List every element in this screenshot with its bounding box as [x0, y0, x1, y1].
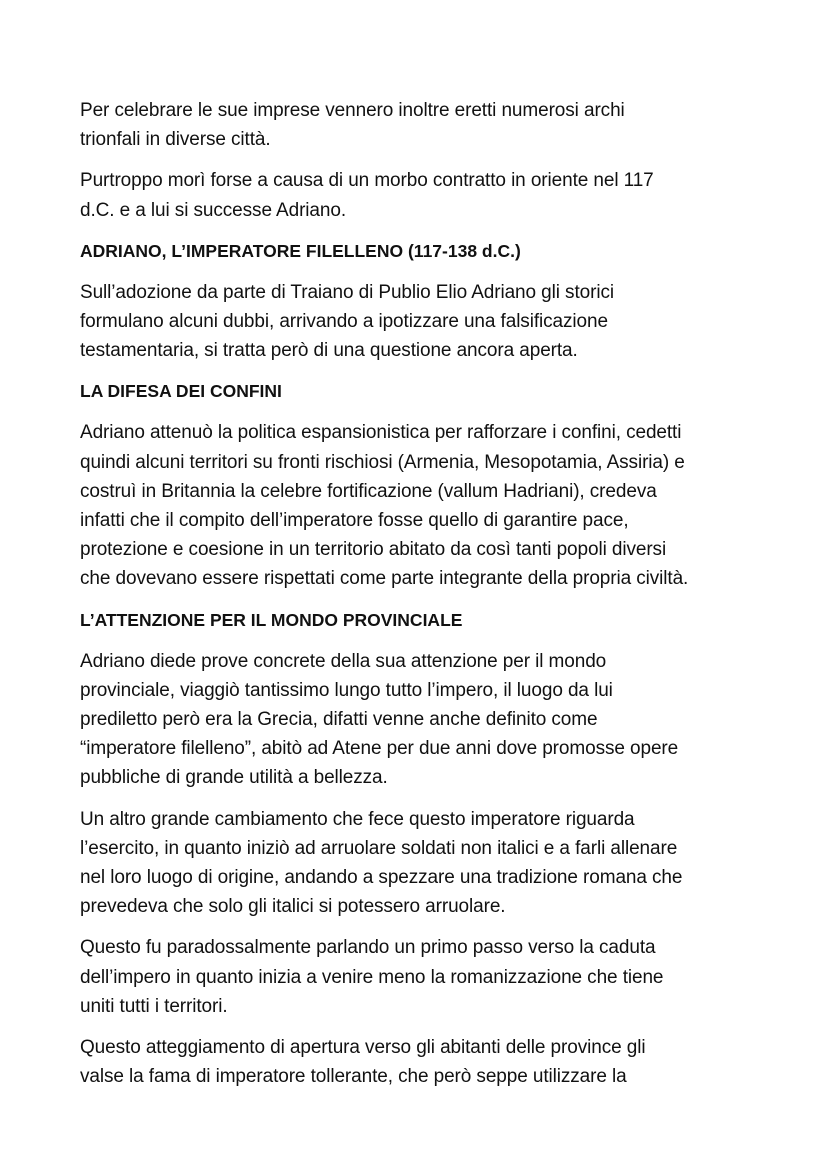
- heading-difesa-confini: LA DIFESA DEI CONFINI: [80, 381, 282, 402]
- paragraph-archi-trionfali: Per celebrare le sue imprese vennero inoltre eretti numerosi archi trionfali in diverse città.: [80, 100, 625, 151]
- paragraph-viaggi: Adriano diede prove concrete della sua attenzione per il mondo provinciale, viaggiò tantissimo lungo tutto l’impero, il luogo da lui prediletto però era la Grecia, difatti venne anche definito come “imperatore filelleno”, abitò ad Atene per due anni dove promosse opere pubbliche di grande utilità a bellezza.: [80, 650, 679, 789]
- paragraph-morte-traiano: Purtroppo morì forse a causa di un morbo contratto in oriente nel 117 d.C. e a lui si successe Adriano.: [80, 170, 654, 221]
- paragraph-esercito: Un altro grande cambiamento che fece questo imperatore riguarda l’esercito, in quanto iniziò ad arruolare soldati non italici e a farli allenare nel loro luogo di origine, andando a spezzare una tradizione romana che prevedeva che solo gli italici si potessero arruolare.: [80, 808, 683, 918]
- paragraph-adozione: Sull’adozione da parte di Traiano di Publio Elio Adriano gli storici formulano alcuni dubbi, arrivando a ipotizzare una falsificazione testamentaria, si tratta però di una questione ancora aperta.: [80, 281, 614, 362]
- paragraph-tolleranza: Questo atteggiamento di apertura verso gli abitanti delle province gli valse la fama di imperatore tollerante, che però seppe utilizzare la: [80, 1037, 646, 1088]
- heading-mondo-provinciale: L’ATTENZIONE PER IL MONDO PROVINCIALE: [80, 609, 463, 630]
- heading-adriano: ADRIANO, L’IMPERATORE FILELLENO (117-138 d.C.): [80, 240, 521, 261]
- paragraph-confini: Adriano attenuò la politica espansionistica per rafforzare i confini, cedetti quindi alcuni territori su fronti rischiosi (Armenia, Mesopotamia, Assiria) e costruì in Britannia la celebre fortificazione (vallum Hadriani), credeva infatti che il compito dell’imperatore fosse quello di garantire pace, protezione e coesione in un territorio abitato da così tanti popoli diversi che dovevano essere rispettati come parte integrante della propria civiltà.: [80, 422, 689, 590]
- paragraph-caduta: Questo fu paradossalmente parlando un primo passo verso la caduta dell’impero in quanto inizia a venire meno la romanizzazione che tiene uniti tutti i territori.: [80, 937, 664, 1017]
